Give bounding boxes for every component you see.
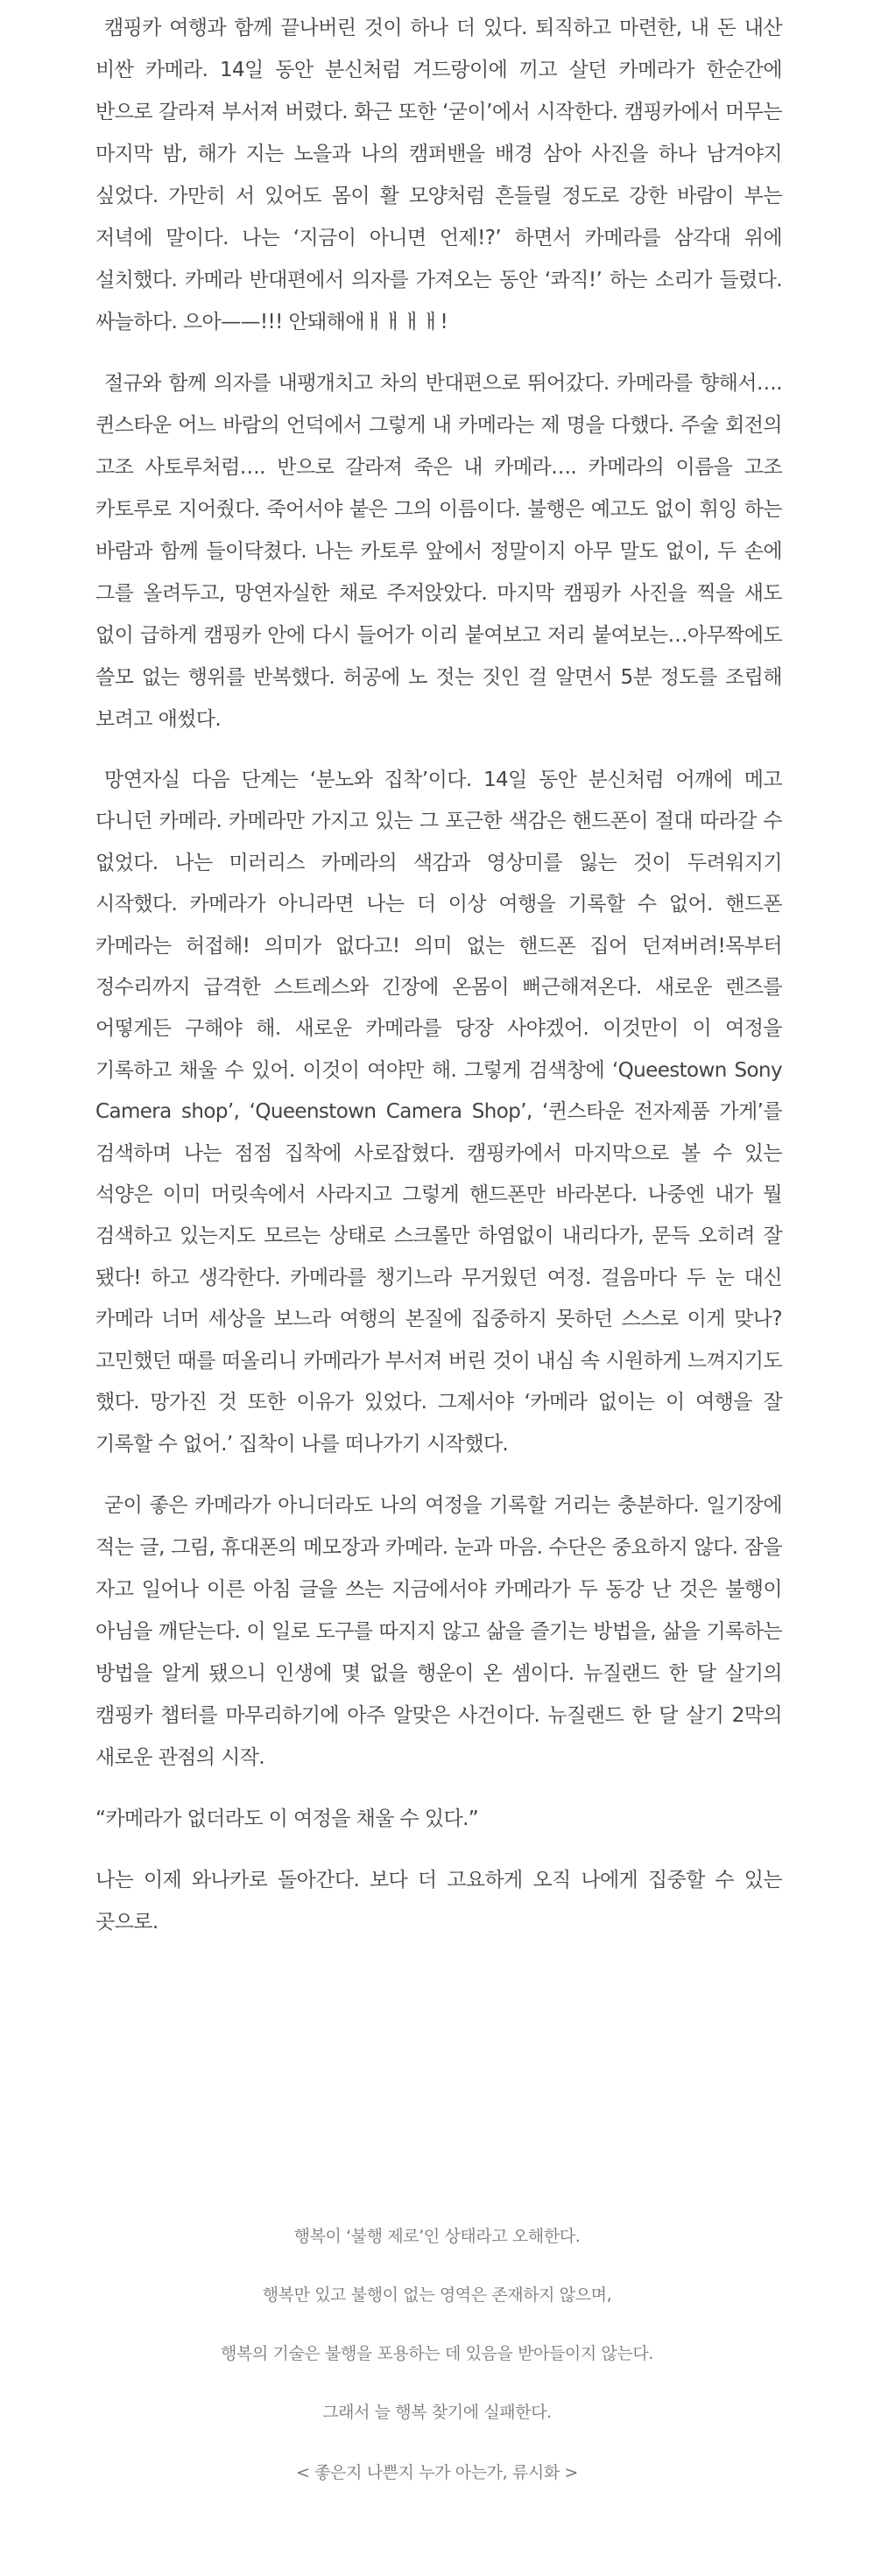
paragraph-anger-obsession: 망연자실 다음 단계는 ‘분노와 집착’이다. 14일 동안 분신처럼 어깨에 메고 다니던 카메라. 카메라만 가지고 있는 그 포근한 색감은 핸드폰이 절대 따라갈 수 없었다. 나는 미러리스 카메라의 색감과 영상미를 잃는 것이 두려워지기 시작했다. 카메라가 아니라면 나는 더 이상 여행을 기록할 수 없어. 핸드폰 카메라는 허접해! 의미가 없다고! 의미 없는 핸드폰 집어 던져버려!목부터 정수리까지 급격한 스트레스와 긴장에 온몸이 뻐근해져온다. 새로운 렌즈를 어떻게든 구해야 해. 새로운 카메라를 당장 사야겠어. 이것만이 이 여정을 기록하고 채울 수 있어. 이것이 여야만 해. 그렇게 검색창에 ‘Queestown Sony Camera shop’, ‘Queenstown Camera Shop’, ‘퀸스타운 전자제품 가게’를 검색하며 나는 점점 집착에 사로잡혔다. 캠핑카에서 마지막으로 볼 수 있는 석양은 이미 머릿속에서 사라지고 그렇게 핸드폰만 바라본다. 나중엔 내가 뭘 검색하고 있는지도 모르는 상태로 스크롤만 하염없이 내리다가, 문득 오히려 잘 됐다! 하고 생각한다. 카메라를 챙기느라 무거웠던 여정. 걸음마다 두 눈 대신 카메라 너머 세상을 보느라 여행의 본질에 집중하지 못하던 스스로 이게 맞나? 고민했던 때를 떠올리니 카메라가 부서져 버린 것이 내심 속 시원하게 느껴지기도 했다. 망가진 것 또한 이유가 있었다. 그제서야 ‘카메라 없이는 이 여행을 잘 기록할 수 없어.’ 집착이 나를 떠나가기 시작했다. [95,769,782,1456]
quote-citation: < 좋은지 나쁜지 누가 아는가, 류시화 > [296,2463,578,2482]
paragraph-despair: 절규와 함께 의자를 내팽개치고 차의 반대편으로 뛰어갔다. 카메라를 향해서…. 퀸스타운 어느 바람의 언덕에서 그렇게 내 카메라는 제 명을 다했다. 주술 회전의 고조 사토루처럼…. 반으로 갈라져 죽은 내 카메라…. 카메라의 이름을 고조 카토루로 지어줬다. 죽어서야 붙은 그의 이름이다. 불행은 예고도 없이 휘잉 하는 바람과 함께 들이닥쳤다. 나는 카토루 앞에서 정말이지 아무 말도 없이, 두 손에 그를 올려두고, 망연자실한 채로 주저앉았다. 마지막 캠핑카 사진을 찍을 새도 없이 급하게 캠핑카 안에 다시 들어가 이리 붙여보고 저리 붙여보는…아무짝에도 쓸모 없는 행위를 반복했다. 허공에 노 젓는 짓인 걸 알면서 5분 정도를 조립해 보려고 애썼다. [95,372,782,731]
paragraph-camera-broken: 캠핑카 여행과 함께 끝나버린 것이 하나 더 있다. 퇴직하고 마련한, 내 돈 내산 비싼 카메라. 14일 동안 분신처럼 겨드랑이에 끼고 살던 카메라가 한순간에 반으로 갈라져 부서져 버렸다. 화근 또한 ‘굳이’에서 시작한다. 캠핑카에서 머무는 마지막 밤, 해가 지는 노을과 나의 캠퍼밴을 배경 삼아 사진을 하나 남겨야지 싶었다. 가만히 서 있어도 몸이 활 모양처럼 흔들릴 정도로 강한 바람이 부는 저녁에 말이다. 나는 ‘지금이 아니면 언제!?’ 하면서 카메라를 삼각대 위에 설치했다. 카메라 반대편에서 의자를 가져오는 동안 ‘콰직!’ 하는 소리가 들렸다. 싸늘하다. 으아——!!! 안돼해애ㅐㅐㅐㅐ! [95,17,782,333]
paragraph-key-quote: “카메라가 없더라도 이 여정을 채울 수 있다.” [95,1807,479,1830]
closing-quote-block [0,2215,874,2511]
quote-line: 행복의 기술은 불행을 포용하는 데 있음을 받아들이지 않는다. [221,2344,653,2363]
quote-line: 행복이 ‘불행 제로’인 상태라고 오해한다. [293,2227,581,2246]
article-body [95,7,782,1962]
paragraph-return-wanaka: 나는 이제 와나카로 돌아간다. 보다 더 고요하게 오직 나에게 집중할 수 있는 곳으로. [95,1868,782,1934]
paragraph-realization: 굳이 좋은 카메라가 아니더라도 나의 여정을 기록할 거리는 충분하다. 일기장에 적는 글, 그림, 휴대폰의 메모장과 카메라. 눈과 마음. 수단은 중요하지 않다. 잠을 자고 일어나 이른 아침 글을 쓰는 지금에서야 카메라가 두 동강 난 것은 불행이 아님을 깨닫는다. 이 일로 도구를 따지지 않고 삶을 즐기는 방법을, 삶을 기록하는 방법을 알게 됐으니 인생에 몇 없을 행운이 온 셈이다. 뉴질랜드 한 달 살기의 캠핑카 챕터를 마무리하기에 아주 알맞은 사건이다. 뉴질랜드 한 달 살기 2막의 새로운 관점의 시작. [95,1493,782,1769]
quote-line: 행복만 있고 불행이 없는 영역은 존재하지 않으며, [262,2285,612,2305]
quote-line: 그래서 늘 행복 찾기에 실패한다. [322,2403,552,2422]
